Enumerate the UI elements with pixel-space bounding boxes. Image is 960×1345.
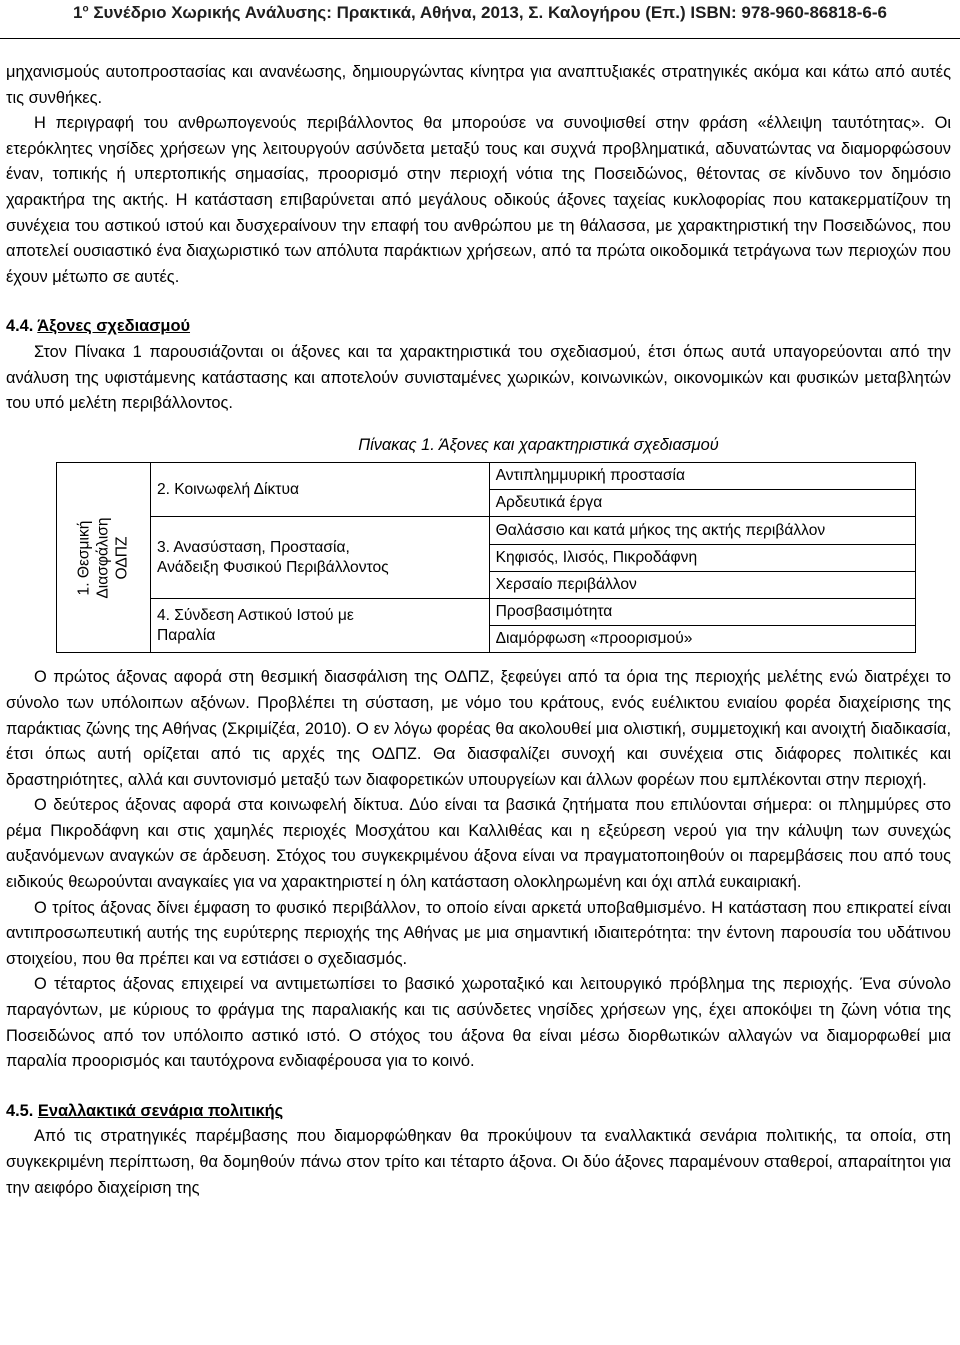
- paragraph: Η περιγραφή του ανθρωπογενούς περιβάλλοντος θα μπορούσε να συνοψισθεί στην φράση «έλλειψη ταυτότητας». Οι ετερόκλητες νησίδες χρήσεων γης λειτουργούν ασύνδετα μεταξύ τους και συχνά προβληματικά, αδυνατώντας να διαμορφώσουν έναν, τοπικής ή υπερτοπικής σημασίας, προορισμό στην περιοχή νότια της Ποσειδώνος, θέτοντας σε κίνδυνο τον δημόσιο χαρακτήρα της ακτής. Η κατάσταση επιβαρύνεται από μεγάλους οδικούς άξονες ταχείας κυκλοφορίας που κατακερματίζουν τη συνέχεια του αστικού ιστού και δυσχεραίνουν την επαφή του ανθρώπου με τη θάλασσα, με χαρακτηριστική την Ποσειδώνος, που αποτελεί ουσιαστικό ένα διαχωριστικό των απόλυτα παράκτιων χρήσεων, από τα πρώτα οικοδομικά τετράγωνα των περιοχών που έχουν μέτωπο σε αυτές.: [6, 114, 951, 286]
- paragraph: Ο δεύτερος άξονας αφορά στα κοινωφελή δίκτυα. Δύο είναι τα βασικά ζητήματα που επιλύονται σήμερα: οι πλημμύρες στο ρέμα Πικροδάφνη και στις χαμηλές περιοχές Μοσχάτου και Καλλιθέας και η εξεύρεση νερού για την κάλυψη των συνεχώς αυξανόμενων αναγκών σε άρδευση. Στόχος του συγκεκριμένου άξονα είναι να πραγματοποιηθούν οι παρεμβάσεις που από τους ειδικούς θεωρούνται αναγκαίες για να χαρακτηριστεί η όλη κατάσταση ολοκληρωμένη και όχι απλά ευκαιριακή.: [6, 796, 951, 892]
- axis-3-cell: 3. Ανασύσταση, Προστασία, Ανάδειξη Φυσικού Περιβάλλοντος: [150, 517, 489, 599]
- paragraph: Ο τέταρτος άξονας επιχειρεί να αντιμετωπίσει το βασικό χωροταξικό και λειτουργικό πρόβλημα της περιοχής. Ένα σύνολο παραγόντων, με κύριους το φράγμα της παραλιακής και τις ασύνδετες νησίδες χρήσεων γης, έχει αποκόψει τη ζώνη νότια της Ποσειδώνος από τον υπόλοιπο αστικό ιστό. Ο στόχος του άξονα θα είναι μέσω διορθωτικών αλλαγών να διαμορφωθεί μια παραλία προορισμός και ταυτόχρονα ενδιαφέρουσα για το κοινό.: [6, 975, 951, 1071]
- page-body: [6, 60, 951, 1201]
- paragraph: μηχανισμούς αυτοπροστασίας και ανανέωσης, δημιουργώντας κίνητρα για αναπτυξιακές στρατηγικές ακόμα και κάτω από αυτές τις συνθήκες.: [6, 63, 951, 107]
- table-cell: Αρδευτικά έργα: [489, 490, 915, 517]
- section-number: 4.4.: [6, 317, 34, 336]
- table-cell: Θαλάσσιο και κατά μήκος της ακτής περιβάλλον: [489, 517, 915, 545]
- table-cell: Προσβασιμότητα: [489, 598, 915, 626]
- header-superscript: ο: [82, 3, 89, 15]
- axis-1-label: 1. Θεσμική Διασφάλιση ΟΔΠΖ: [75, 517, 131, 599]
- axes-table: [56, 462, 916, 653]
- table-cell: Κηφισός, Ιλισός, Πικροδάφνη: [489, 544, 915, 571]
- page-header: [0, 0, 960, 26]
- table-cell: Χερσαίο περιβάλλον: [489, 571, 915, 598]
- header-number: 1: [73, 3, 83, 22]
- header-rule: [0, 38, 960, 39]
- axis-4-cell: 4. Σύνδεση Αστικού Ιστού με Παραλία: [150, 598, 489, 653]
- table-cell: Αντιπλημμυρική προστασία: [489, 463, 915, 490]
- section-title: Εναλλακτικά σενάρια πολιτικής: [37, 1101, 284, 1120]
- axis-1-cell: [57, 463, 151, 653]
- paragraph: Στον Πίνακα 1 παρουσιάζονται οι άξονες και τα χαρακτηριστικά του σχεδιασμού, έτσι όπως αυτά υπαγορεύονται από την ανάλυση της υφιστάμενης κατάστασης και αποτελούν συνισταμένες χωρικών, κοινωνικών, οικονομικών και φυσικών μεταβλητών του υπό μελέτη περιβάλλοντος.: [6, 342, 951, 413]
- paragraph: Ο πρώτος άξονας αφορά στη θεσμική διασφάλιση της ΟΔΠΖ, ξεφεύγει από τα όρια της περιοχής μελέτης ενώ διατρέχει το σύνολο των υπόλοιπων αξόνων. Προβλέπει τη σύσταση, με νόμο του κράτους, ενός ευέλικτου ενιαίου φορέα διαχείρισης της παράκτιας ζώνης της Αθήνας (Σκριμίζέα, 2010). Ο εν λόγω φορέας θα ακολουθεί μια ολιστική, συμμετοχική και ανοιχτή διαδικασία, έτσι όπως αυτή ορίζεται από τις αρχές της ΟΔΠΖ. Θα διασφαλίζει συνοχή και συνέχεια στις διάφορες πολιτικές και δραστηριότητες, αλλά και συντονισμό μεταξύ των διαφορετικών υπουργείων και άλλων φορέων που εμπλέκονται στην περιοχή.: [6, 668, 951, 789]
- axis-2-cell: 2. Κοινωφελή Δίκτυα: [150, 463, 489, 517]
- section-title: Άξονες σχεδιασμού: [37, 317, 191, 336]
- section-heading: [6, 314, 951, 340]
- paragraph: Από τις στρατηγικές παρέμβασης που διαμορφώθηκαν θα προκύψουν τα εναλλακτικά σενάρια πολιτικής, τα οποία, στη συγκεκριμένη περίπτωση, θα δομηθούν πάνω στον τρίτο και τέταρτο άξονα. Οι δύο άξονες παραμένουν σταθεροί, απαραίτητοι για την αειφόρο διαχείριση της: [6, 1127, 951, 1197]
- table-caption: Πίνακας 1. Άξονες και χαρακτηριστικά σχεδιασμού: [358, 435, 719, 454]
- paragraph: Ο τρίτος άξονας δίνει έμφαση το φυσικό περιβάλλον, το οποίο είναι αρκετά υποβαθμισμένο. Η κατάσταση που επικρατεί είναι αντιπροσωπευτική αυτής της ευρύτερης περιοχής της Αθήνας με μια σημαντική ιδιαιτερότητα: την έντονη παρουσία του υδάτινου στοιχείου, που θα πρέπει και να εστιάσει ο σχεδιασμός.: [6, 898, 951, 968]
- section-heading: [6, 1099, 951, 1125]
- table-cell: Διαμόρφωση «προορισμού»: [489, 626, 915, 653]
- section-number: 4.5.: [6, 1101, 34, 1120]
- header-text: Συνέδριο Χωρικής Ανάλυσης: Πρακτικά, Αθήνα, 2013, Σ. Καλογήρου (Επ.) ISBN: 978-960-86818-6-6: [88, 3, 887, 22]
